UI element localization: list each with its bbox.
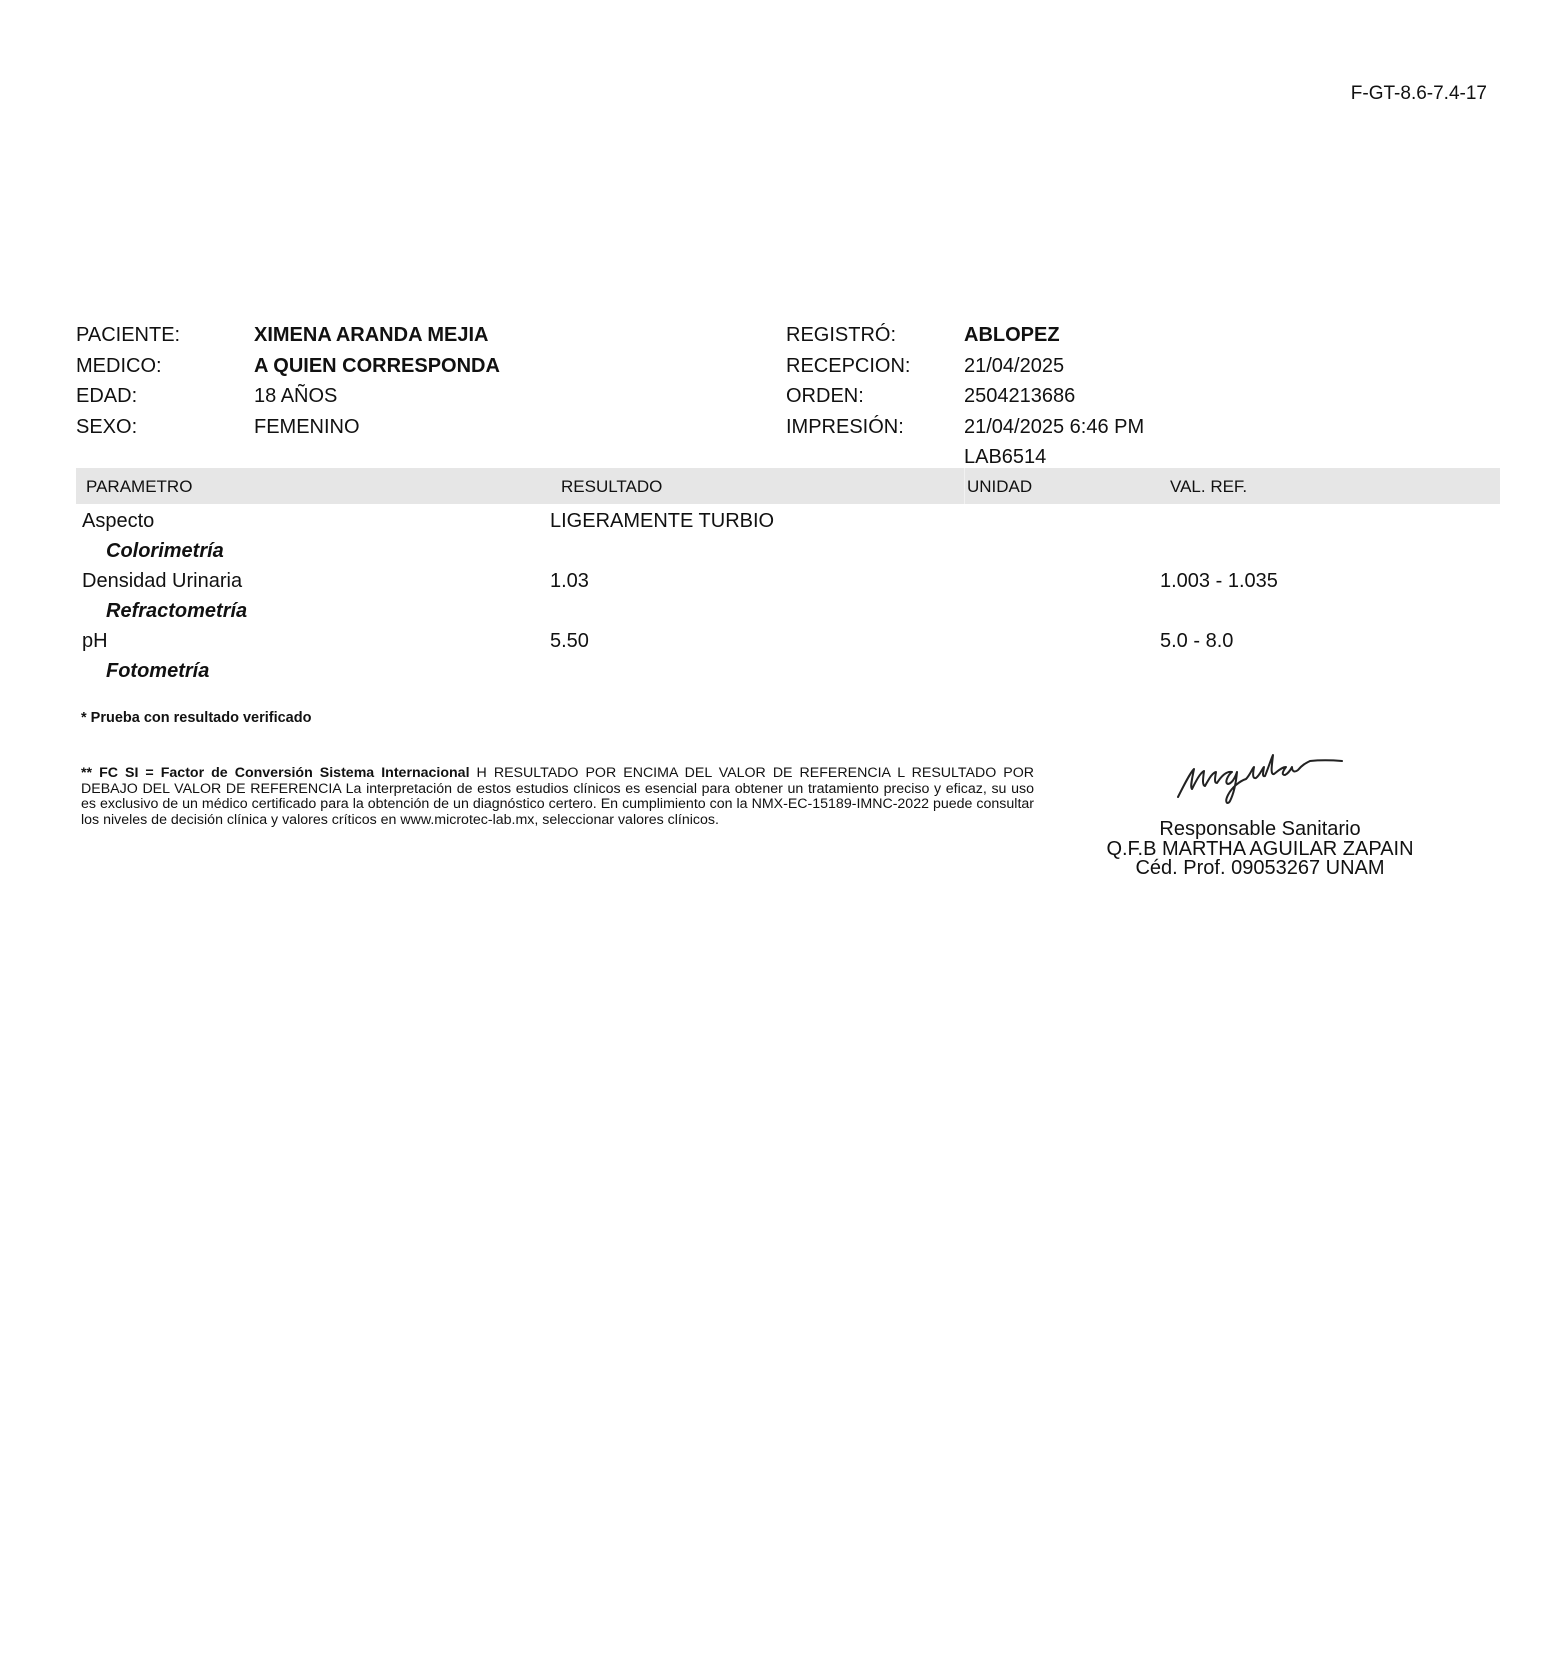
info-label: REGISTRÓ: (786, 324, 897, 346)
form-code: F-GT-8.6-7.4-17 (1350, 83, 1487, 104)
header-param: PARAMETRO (86, 477, 193, 496)
verified-note: * Prueba con resultado verificado (81, 710, 312, 726)
footnote-bold: ** FC SI = Factor de Conversión Sistema Internacional (81, 765, 470, 781)
info-row-paciente (76, 320, 500, 351)
row-result: LIGERAMENTE TURBIO (550, 510, 775, 532)
header-unit: UNIDAD (967, 477, 1033, 496)
info-label: PACIENTE: (76, 324, 181, 346)
table-row (76, 570, 1500, 600)
results-table-header (76, 468, 1500, 504)
row-ref: 1.003 - 1.035 (1160, 570, 1278, 592)
signature-image (1170, 745, 1350, 807)
info-row-impresion (786, 412, 1144, 443)
info-label: EDAD: (76, 385, 138, 407)
responsible-cedula: Céd. Prof. 09053267 UNAM (1135, 857, 1385, 879)
patient-name: XIMENA ARANDA MEJIA (254, 324, 489, 346)
row-param: Aspecto (82, 510, 155, 532)
registered-by: ABLOPEZ (964, 324, 1060, 346)
footnote (81, 766, 1034, 828)
info-row-sexo (76, 412, 500, 443)
order-number: 2504213686 (964, 385, 1076, 407)
table-row (76, 630, 1500, 660)
info-row-edad (76, 381, 500, 412)
header-divider (964, 468, 965, 504)
responsible-block (1060, 820, 1460, 879)
row-method: Colorimetría (106, 540, 224, 562)
info-label: SEXO: (76, 415, 138, 438)
info-row-orden (786, 381, 1144, 412)
patient-sex: FEMENINO (254, 415, 360, 438)
doctor-name: A QUIEN CORRESPONDA (254, 354, 500, 377)
info-label: MEDICO: (76, 354, 162, 377)
patient-info-left (76, 320, 500, 442)
header-ref: VAL. REF. (1170, 477, 1248, 496)
responsible-name: Q.F.B MARTHA AGUILAR ZAPAIN (1106, 837, 1414, 860)
patient-age: 18 AÑOS (254, 385, 338, 407)
table-row (76, 510, 1500, 540)
row-method: Fotometría (106, 660, 210, 682)
info-label: IMPRESIÓN: (786, 415, 904, 438)
method-row (76, 660, 1500, 690)
reception-date: 21/04/2025 (964, 354, 1065, 377)
info-label: ORDEN: (786, 385, 864, 407)
patient-info-right (786, 320, 1144, 473)
method-row (76, 600, 1500, 630)
method-row (76, 540, 1500, 570)
footnote-text: H RESULTADO POR ENCIMA DEL VALOR DE REFERENCIA L RESULTADO POR DEBAJO DEL VALOR DE REFERENCIA La interpretación de estos estudios clínicos es esencial para obtener un tratamiento preciso y eficaz, su uso es exclusivo de un médico certificado para la obtención de un diagnóstico certero. En cumplimiento con la NMX-EC-15189-IMNC-2022 puede consultar los niveles de decisión clínica y valores críticos en www.microtec-lab.mx, seleccionar valores clínicos. (81, 765, 1035, 828)
info-row-registro (786, 320, 1144, 351)
info-row-medico (76, 351, 500, 382)
lab-code: LAB6514 (964, 446, 1047, 468)
row-method: Refractometría (106, 600, 248, 622)
row-result: 1.03 (550, 570, 589, 592)
responsible-title: Responsable Sanitario (1159, 818, 1361, 840)
row-ref: 5.0 - 8.0 (1160, 630, 1234, 652)
row-param: pH (82, 630, 108, 652)
info-row-recepcion (786, 351, 1144, 382)
header-result: RESULTADO (561, 477, 663, 496)
results-table-body (76, 510, 1500, 690)
row-param: Densidad Urinaria (82, 570, 243, 592)
info-label: RECEPCION: (786, 354, 911, 377)
row-result: 5.50 (550, 630, 589, 652)
print-datetime: 21/04/2025 6:46 PM (964, 415, 1145, 438)
